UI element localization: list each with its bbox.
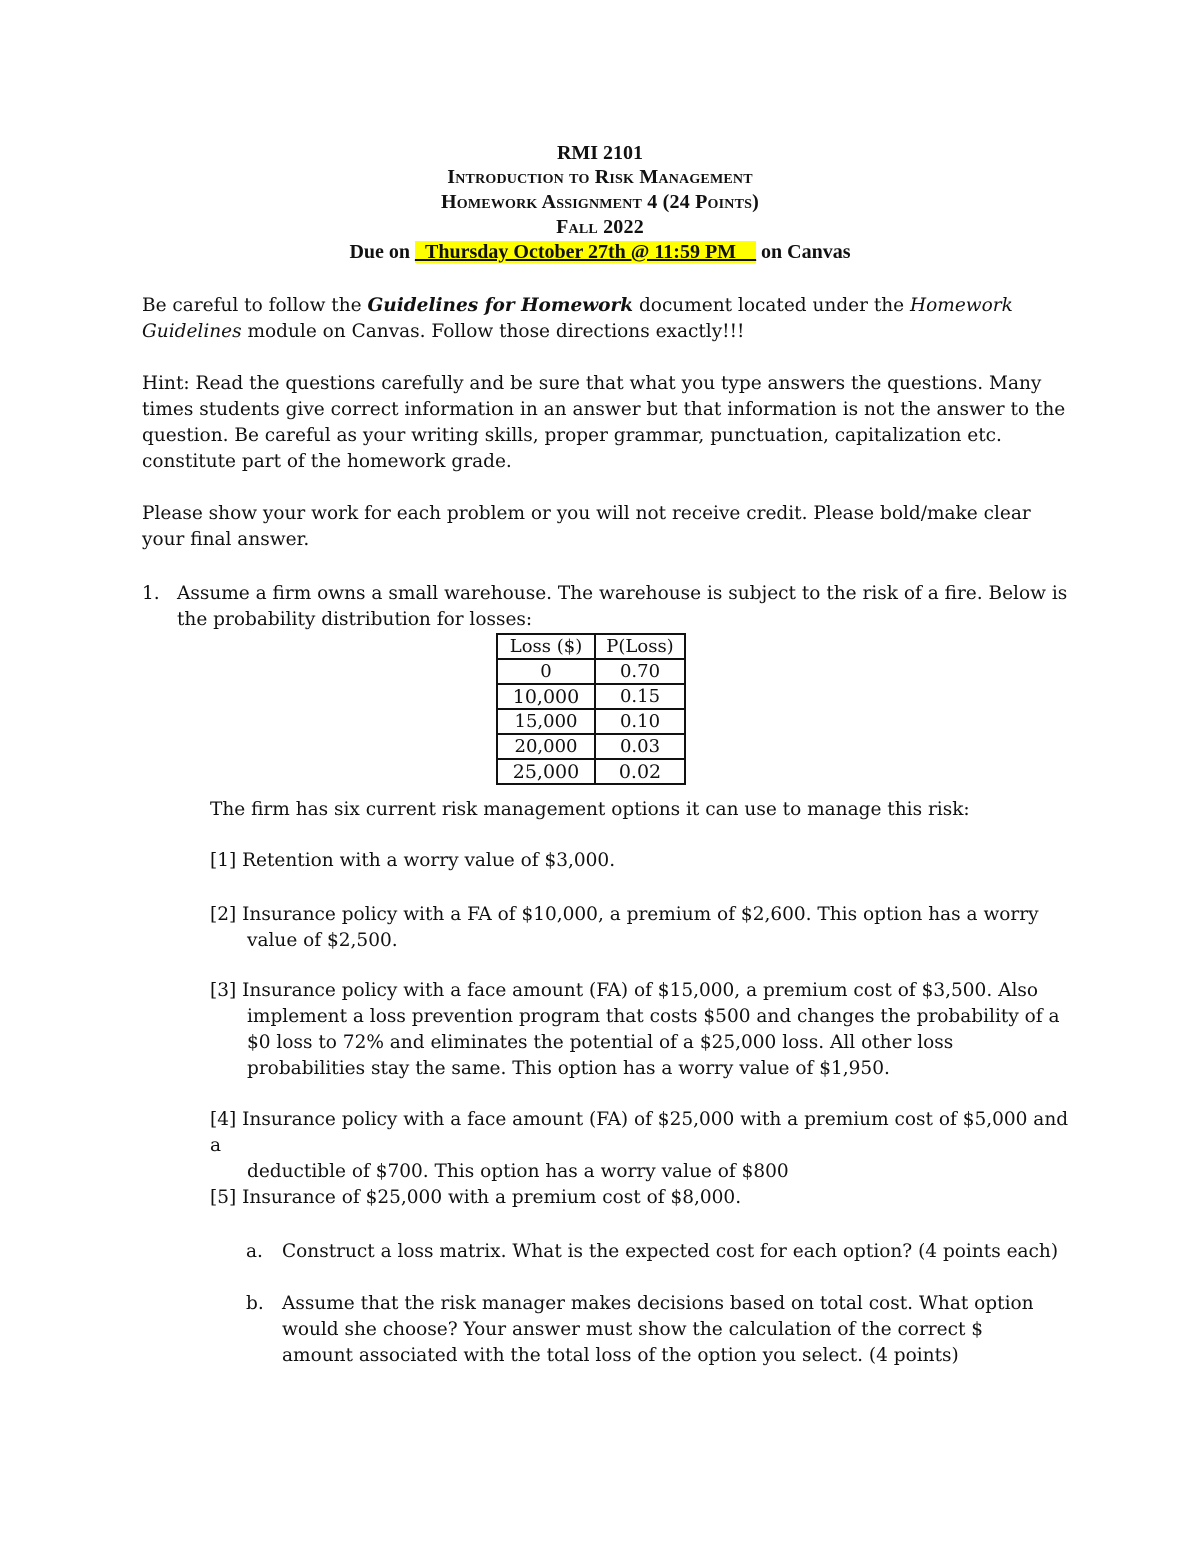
table-cell: 0.10	[595, 709, 685, 734]
show-work-text: Please show your work for each problem or you will not receive credit. Please bold/make clear your final answer.	[142, 503, 1031, 550]
option-1	[210, 848, 1070, 874]
show-work-paragraph	[142, 501, 1072, 553]
table-row	[497, 684, 685, 709]
course-code: RMI 2101	[556, 142, 644, 164]
option-label: [1]	[210, 850, 237, 871]
guidelines-module-name: Homework Guidelines	[142, 295, 1013, 342]
question-number: 1.	[142, 583, 160, 604]
question-text: Assume a firm owns a small warehouse. The warehouse is subject to the risk of a fire. Below is the probability distribution for losses:	[177, 583, 1068, 630]
option-5	[210, 1185, 1070, 1211]
option-text: Insurance policy with a face amount (FA) of $25,000 with a premium cost of $5,000 and a	[210, 1109, 1069, 1156]
hint-paragraph	[142, 371, 1072, 475]
table-cell: 0.03	[595, 734, 685, 759]
part-a-text: Construct a loss matrix. What is the expected cost for each option? (4 points each)	[282, 1241, 1059, 1262]
guidelines-doc-name: Guidelines for Homework	[367, 295, 634, 316]
options-intro: The firm has six current risk management options it can use to manage this risk:	[210, 799, 970, 820]
option-text-continued: implement a loss prevention program that costs $500 and changes the probability of a $0 loss to 72% and eliminates the potential of a $25,000 loss. All other loss probabilities stay the same. This option has a worry value of $1,950.	[247, 1006, 1060, 1079]
option-text-continued: deductible of $700. This option has a worry value of $800	[247, 1161, 789, 1182]
table-cell: 0	[497, 659, 595, 684]
table-header-cell: P(Loss)	[595, 634, 685, 659]
due-prefix: Due on	[349, 241, 416, 263]
part-b-label: b.	[246, 1293, 264, 1314]
table-header-row	[497, 634, 685, 659]
part-a-label: a.	[246, 1241, 263, 1262]
option-label: [4]	[210, 1109, 237, 1130]
table-cell: 0.70	[595, 659, 685, 684]
due-line	[0, 241, 1200, 264]
table-row	[497, 659, 685, 684]
option-label: [5]	[210, 1187, 237, 1208]
due-suffix: on Canvas	[756, 241, 851, 263]
option-4	[210, 1107, 1070, 1185]
table-cell: 25,000	[497, 759, 595, 784]
option-label: [3]	[210, 980, 237, 1001]
option-label: [2]	[210, 904, 237, 925]
course-title: Introduction to Risk Management	[447, 166, 753, 188]
table-cell: 0.02	[595, 759, 685, 784]
table-cell: 10,000	[497, 684, 595, 709]
option-text: Insurance policy with a face amount (FA) of $15,000, a premium cost of $3,500. Also	[242, 980, 1038, 1001]
option-2	[210, 902, 1070, 954]
table-row	[497, 734, 685, 759]
table-cell: 0.15	[595, 684, 685, 709]
option-text: Insurance policy with a FA of $10,000, a premium of $2,600. This option has a worry	[242, 904, 1039, 925]
assignment-title: Homework Assignment 4 (24 Points)	[441, 191, 759, 213]
guidelines-text-c: module on Canvas. Follow those directions exactly!!!	[241, 321, 745, 342]
due-date-highlight: _Thursday October 27th @ 11:59 PM__	[415, 241, 757, 263]
option-text: Retention with a worry value of $3,000.	[242, 850, 616, 871]
table-header-cell: Loss ($)	[497, 634, 595, 659]
guidelines-text-b: document located under the	[633, 295, 911, 316]
option-3	[210, 978, 1070, 1082]
table-cell: 15,000	[497, 709, 595, 734]
option-text: Insurance of $25,000 with a premium cost of $8,000.	[242, 1187, 742, 1208]
guidelines-text-a: Be careful to follow the	[142, 295, 368, 316]
table-row	[497, 759, 685, 784]
table-row	[497, 709, 685, 734]
option-text-continued: value of $2,500.	[247, 930, 398, 951]
table-cell: 20,000	[497, 734, 595, 759]
part-b-text: Assume that the risk manager makes decisions based on total cost. What option would she choose? Your answer must show the calculation of the correct $ amount associated with the total loss of the option you select. (4 points)	[282, 1293, 1034, 1366]
guidelines-paragraph	[142, 293, 1072, 345]
hint-text: Hint: Read the questions carefully and be sure that what you type answers the questions. Many times students give correct information in an answer but that information is not the answer to the question. Be careful as your writing skills, proper grammar, punctuation, capitalization etc. constitute part of the homework grade.	[142, 373, 1066, 472]
loss-distribution-table	[496, 633, 686, 785]
term: Fall 2022	[556, 216, 644, 238]
